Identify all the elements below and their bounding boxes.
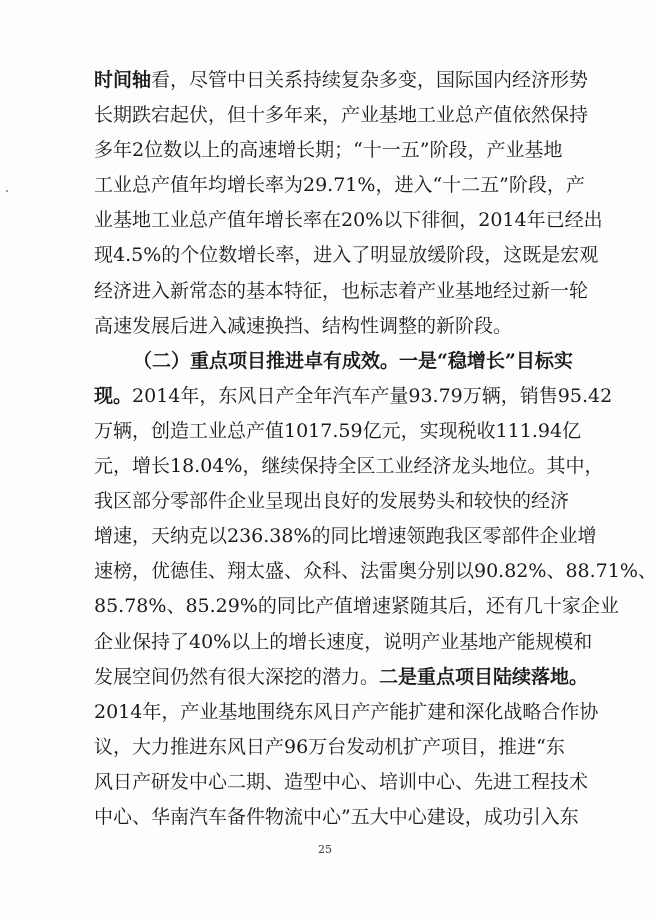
line-18-text: 发展空间仍然有很大深挖的潜力。 (94, 666, 380, 688)
text-line-10 (94, 379, 613, 413)
text-line-16: 85.78%、85.29%的同比产值增速紧随其后，还有几十家企业 (94, 595, 619, 617)
line-10-bold-lead: 现。 (94, 385, 133, 407)
text-line-17: 企业保持了40%以上的增长速度，说明产业基地产能规模和 (94, 631, 593, 653)
text-line-15: 速榜，优德佳、翔太盛、众科、法雷奥分别以90.82%、88.71%、 (94, 560, 657, 582)
line-1-bold-lead: 时间轴 (94, 69, 152, 91)
text-line-4: 工业总产值年均增长率为29.71%，进入“十二五”阶段，产 (94, 174, 585, 196)
text-line-8: 高速发展后进入减速换挡、结构性调整的新阶段。 (94, 315, 513, 337)
text-line-13: 我区部分零部件企业呈现出良好的发展势头和较快的经济 (94, 490, 570, 512)
line-18-bold-tail: 二是重点项目陆续落地。 (379, 666, 589, 688)
text-line-1 (94, 63, 589, 97)
text-line-2: 长期跌宕起伏，但十多年来，产业基地工业总产值依然保持 (94, 104, 589, 126)
text-line-11: 万辆，创造工业总产值1017.59亿元，实现税收111.94亿 (94, 420, 582, 442)
line-1-text: 看，尽管中日关系持续复杂多变，国际国内经济形势 (151, 69, 589, 91)
text-line-5: 业基地工业总产值年增长率在20%以下徘徊，2014年已经出 (94, 209, 603, 231)
text-line-18 (94, 660, 589, 694)
text-line-19: 2014年，产业基地围绕东风日产产能扩建和深化战略合作协 (94, 701, 599, 723)
page-number: 25 (318, 843, 332, 856)
text-line-20: 议，大力推进东风日产96万台发动机扩产项目，推进“东 (94, 736, 565, 758)
text-line-12: 元，增长18.04%，继续保持全区工业经济龙头地位。其中， (94, 455, 604, 477)
text-line-6: 现4.5%的个位数增长率，进入了明显放缓阶段，这既是宏观 (94, 244, 599, 266)
text-line-3: 多年2位数以上的高速增长期；“十一五”阶段，产业基地 (94, 139, 563, 161)
text-line-14: 增速，天纳克以236.38%的同比增速领跑我区零部件企业增 (94, 525, 597, 547)
text-line-21: 风日产研发中心二期、造型中心、培训中心、先进工程技术 (94, 771, 589, 793)
section-heading-line: （二）重点项目推进卓有成效。一是“稳增长”目标实 (133, 350, 573, 372)
text-line-22: 中心、华南汽车备件物流中心”五大中心建设，成功引入东 (94, 806, 579, 828)
text-line-7: 经济进入新常态的基本特征，也标志着产业基地经过新一轮 (94, 280, 589, 302)
line-10-text: 2014年，东风日产全年汽车产量93.79万辆，销售95.42 (132, 385, 613, 407)
scan-speck (6, 190, 8, 192)
